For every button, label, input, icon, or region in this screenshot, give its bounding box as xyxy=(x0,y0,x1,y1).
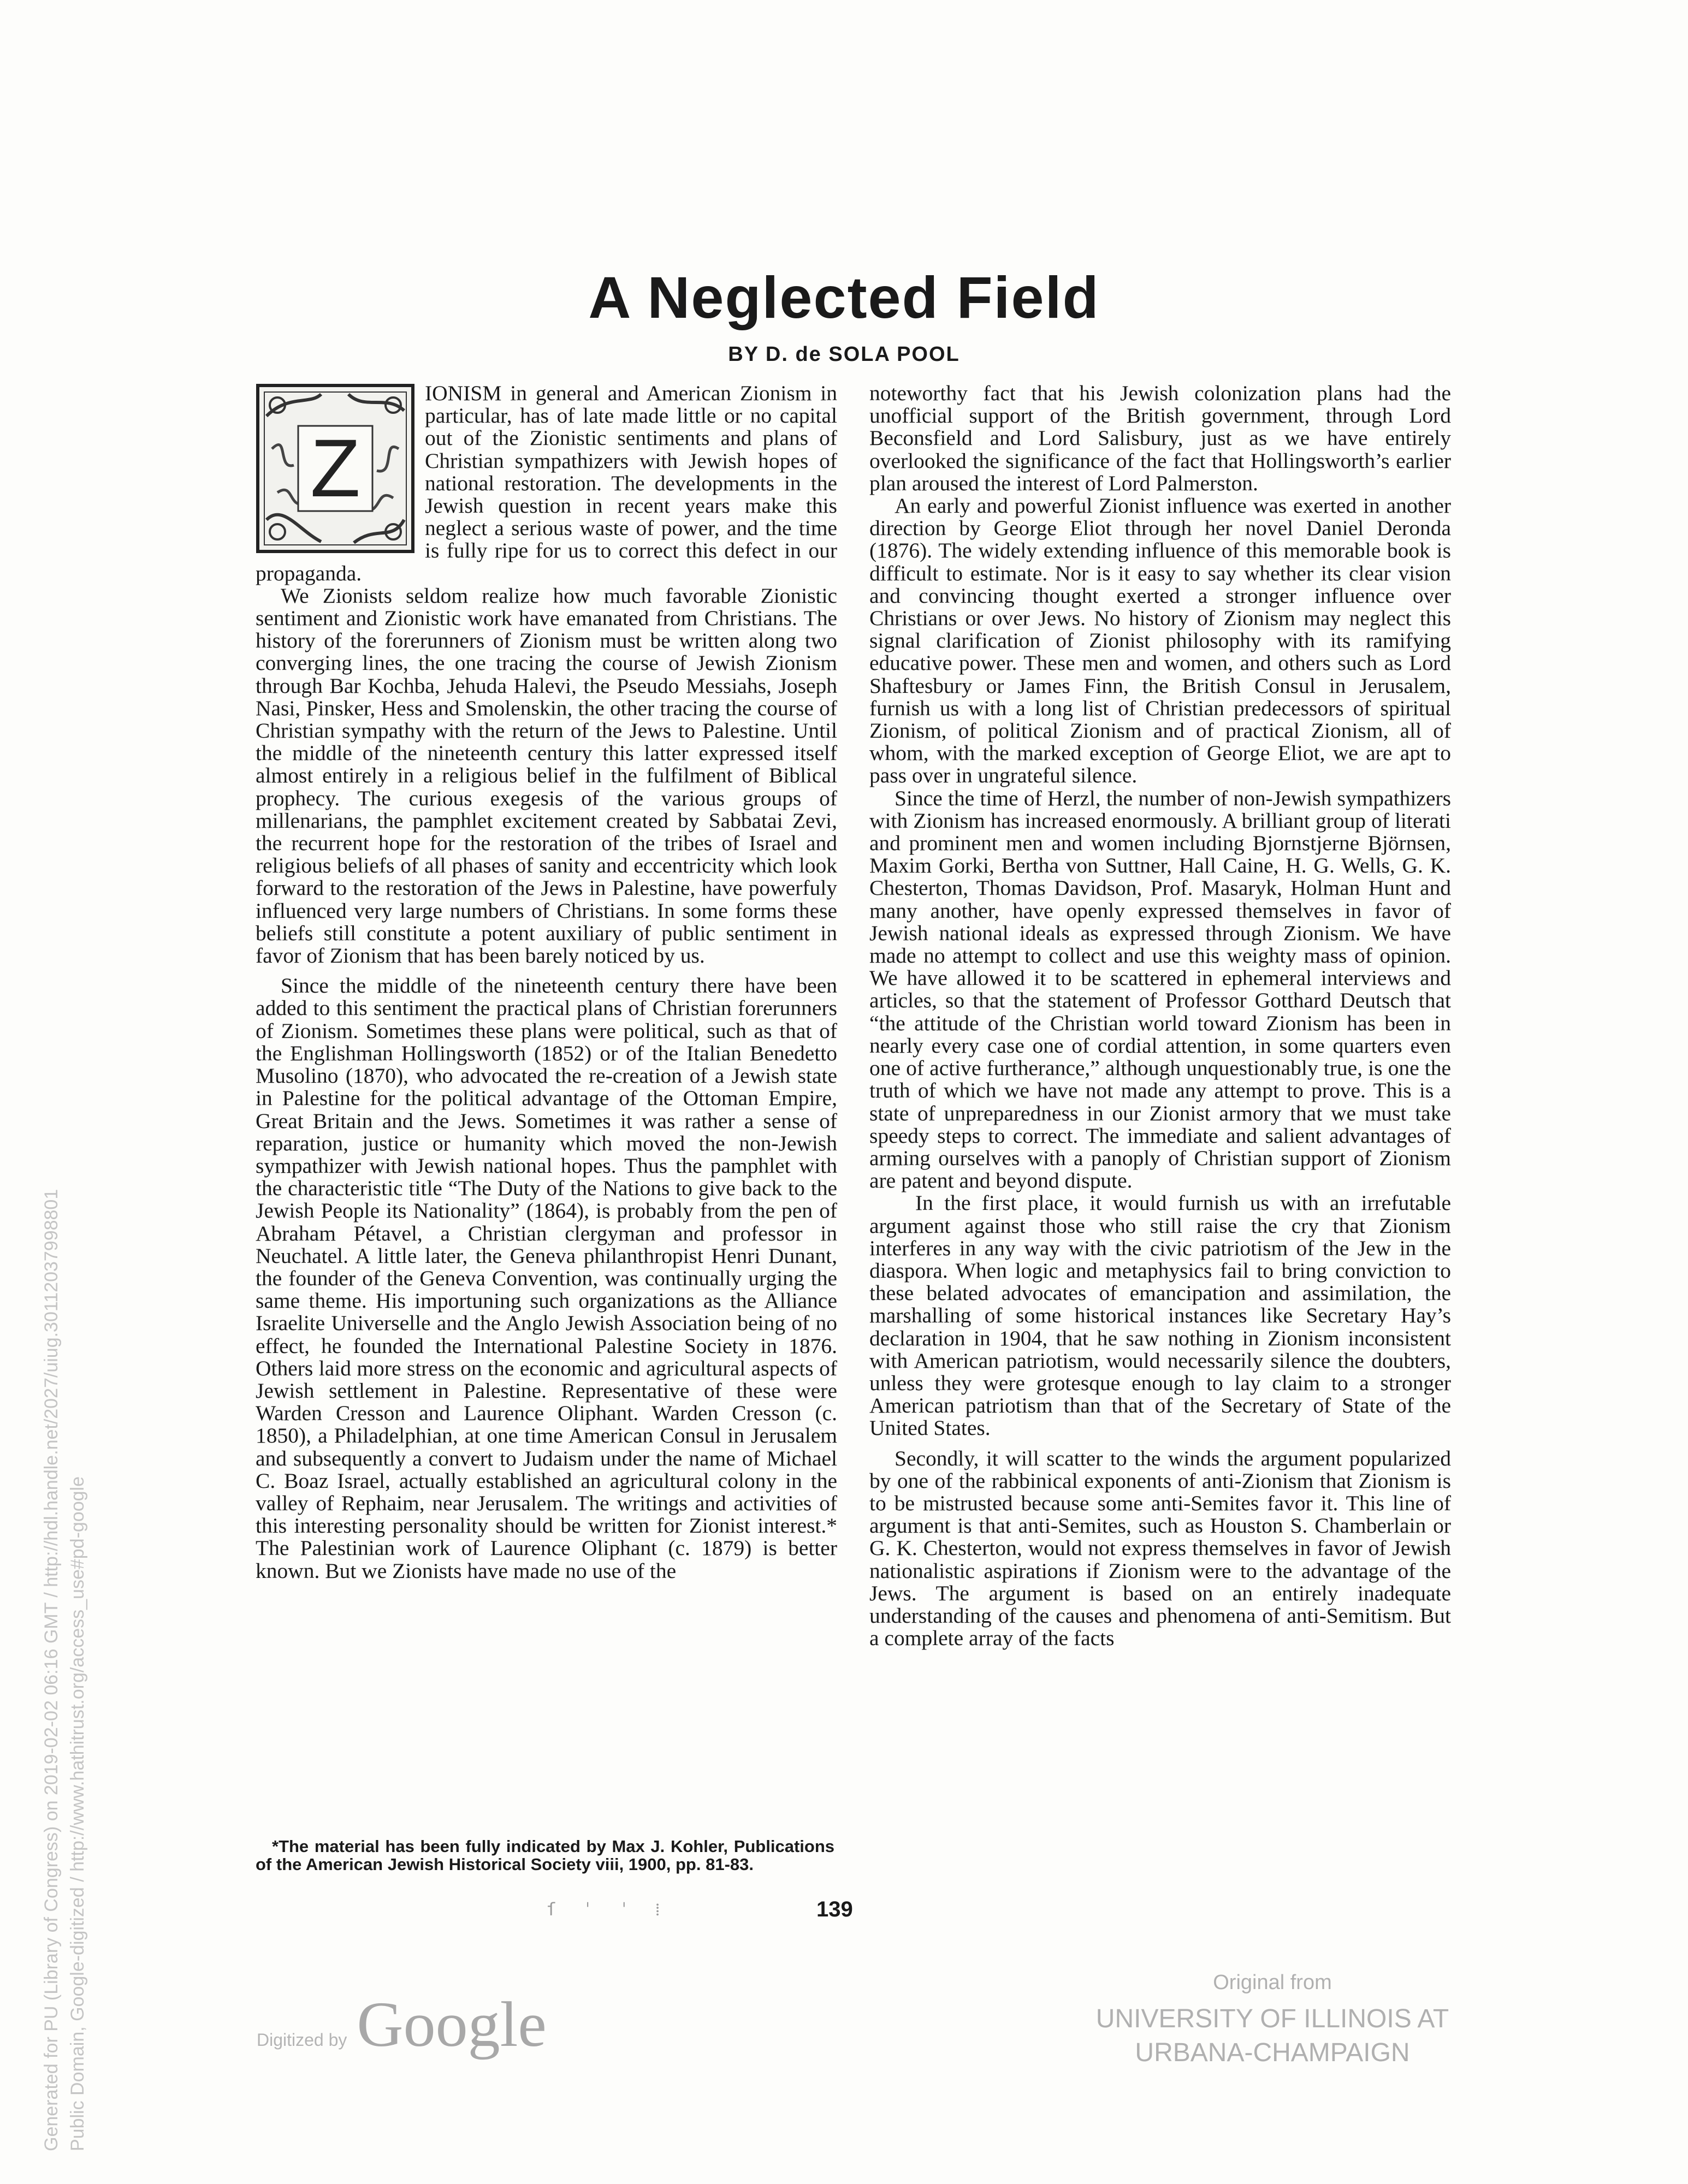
drop-cap-ornament xyxy=(256,383,415,554)
paragraph: Since the middle of the nineteenth century there have been added to this sentiment the practical plans of Christian forerunners of Zionism. Sometimes these plans were political, such as that of the Englishman Hollingsworth (1852) or of the Italian Benedetto Musolino (1870), who advocated the re-creation of a Jewish state in Palestine for the political advantage of the Ottoman Empire, Great Britain and the Jews. Sometimes it was rather a sense of reparation, justice or humanity which moved the non-Jewish sympathizer with Jewish national hopes. Thus the pamphlet with the characteristic title “The Duty of the Nations to give back to the Jewish People its Nationality” (1864), is probably from the pen of Abraham Pétavel, a Christian clergyman and professor in Neuchatel. A little later, the Geneva philanthropist Henri Dunant, the founder of the Geneva Convention, was continually urging the same theme. His importuning such organizations as the Alliance Israelite Universelle and the Anglo Jewish Association being of no effect, he founded the International Palestine Society in 1876. Others laid more stress on the economic and agricultural aspects of Jewish settlement in Palestine. Representative of these were Warden Cresson and Laurence Oliphant. Warden Cresson (c. 1850), a Philadelphian, at one time American Consul in Jerusalem and subsequently a convert to Judaism under the name of Michael C. Boaz Israel, actually established an agricultural colony in the valley of Rephaim, near Jerusalem. The writings and activities of this interesting personality should be written for Zionist interest.* The Palestinian work of Laurence Oliphant (c. 1879) is better known. But we Zionists have made no use of the xyxy=(256,974,837,1583)
paragraph: An early and powerful Zionist influence was exerted in another direction by George Eliot through her novel Daniel Deronda (1876). The widely extending influence of this memorable book is difficult to estimate. Nor is it easy to say whether its clear vision and convincing thought exerted a stronger influence over Christians or over Jews. No history of Zionism may neglect this signal clarification of Zionist philosophy with its ramifying educative power. These men and women, and others such as Lord Shaftesbury or James Finn, the British Consul in Jerusalem, furnish us with a long list of Christian predecessors of spiritual Zionism, of political Zionism and of practical Zionism, all of whom, with the marked exception of George Eliot, we are apt to pass over in ungrateful silence. xyxy=(869,494,1451,788)
digitized-by-label: Digitized by xyxy=(257,2030,347,2050)
original-from-label: Original from xyxy=(1213,1971,1332,1994)
institution-line: URBANA-CHAMPAIGN xyxy=(1135,2038,1410,2067)
paragraph: In the first place, it would furnish us with an irrefutable argument against those who still raise the cry that Zionism interferes in any way with the civic patriotism of the Jew in the diaspora. When logic and metaphysics fail to bring conviction to these belated advocates of emancipation and assimilation, the marshalling of some historical instances like Secretary Hay’s declaration in 1904, that he saw nothing in Zionism inconsistent with American patriotism, would necessarily silence the doubters, unless they were grotesque enough to lay claim to a stronger American patriotism than that of the Secretary of State of the United States. xyxy=(869,1191,1451,1440)
scan-artifact: ſ ˈ ˈ ⁞ xyxy=(546,1899,668,1920)
institution-line: UNIVERSITY OF ILLINOIS AT xyxy=(1095,2004,1449,2033)
page-number: 139 xyxy=(816,1897,853,1921)
watermark-line: Generated for PU (Library of Congress) on 2019-02-02 06:16 GMT / http://hdl.handle.net/2027/uiug.30112037998801 xyxy=(41,1189,62,2151)
paragraph: We Zionists seldom realize how much favorable Zionistic sentiment and Zionistic work have emanated from Christians. The history of the forerunners of Zionism must be written along two converging lines, the one tracing the course of Jewish Zionism through Bar Kochba, Jehuda Halevi, the Pseudo Messiahs, Joseph Nasi, Pinsker, Hess and Smolenskin, the other tracing the course of Christian sympathy with the return of the Jews to Palestine. Until the middle of the nineteenth century this latter expressed itself almost entirely in a religious belief in the fulfilment of Biblical prophecy. The curious exegesis of the various groups of millenarians, the pamphlet excitement created by Sabbatai Zevi, the recurrent hope for the restoration of the tribes of Israel and religious beliefs of all phases of sanity and eccentricity which look forward to the restoration of the Jews in Palestine, have powerfuly influenced very large numbers of Christians. In some forms these beliefs still constitute a potent auxiliary of public sentiment in favor of Zionism that has been barely noticed by us. xyxy=(256,583,837,968)
digitized-by-google xyxy=(257,1987,547,2062)
side-watermark xyxy=(38,1189,91,2151)
original-from xyxy=(1038,1971,1507,2070)
left-column xyxy=(256,382,837,1582)
byline: BY D. de SOLA POOL xyxy=(728,343,960,366)
right-column xyxy=(869,382,1451,1649)
footnote: *The material has been fully indicated by Max J. Kohler, Publications of the American Jewish Historical Society viii, 1900, pp. 81-83. xyxy=(256,1837,834,1874)
paragraph: Secondly, it will scatter to the winds the argument popularized by one of the rabbinical exponents of anti-Zionism that Zionism is to be mistrusted because some anti-Semites favor it. This line of argument is that anti-Semites, such as Houston S. Chamberlain or G. K. Chesterton, would not express themselves in favor of Jewish nationalistic aspirations if Zionism were to the advantage of the Jews. The argument is based on an entirely inadequate understanding of the causes and phenomena of anti-Semitism. But a complete array of the facts xyxy=(869,1446,1451,1651)
watermark-line: Public Domain, Google-digitized / http://www.hathitrust.org/access_use#pd-google xyxy=(67,1476,88,2151)
paragraph: Since the time of Herzl, the number of non-Jewish sympathizers with Zionism has increased enormously. A brilliant group of literati and prominent men and women including Bjornstjerne Björnsen, Maxim Gorki, Bertha von Suttner, Hall Caine, H. G. Wells, G. K. Chesterton, Thomas Davidson, Prof. Masaryk, Holman Hunt and many another, have openly expressed themselves in favor of Jewish national ideals as expressed through Zionism. We have made no attempt to collect and use this weighty mass of opinion. We have allowed it to be scattered in ephemeral interviews and articles, so that the statement of Professor Gotthard Deutsch that “the attitude of the Christian world toward Zionism has been in nearly every case one of cordial attention, in some quarters even one of active furtherance,” although unquestionably true, is one the truth of which we have not made any attempt to prove. This is a state of unpreparedness in our Zionist armory that we must take speedy steps to correct. The immediate and salient advantages of arming ourselves with a panoply of Christian support of Zionism are patent and beyond dispute. xyxy=(869,786,1451,1193)
page-title: A Neglected Field xyxy=(588,264,1100,330)
paragraph: noteworthy fact that his Jewish colonization plans had the unofficial support of the British government, through Lord Beconsfield and Lord Salisbury, just as we have entirely overlooked the significance of the fact that Hollingsworth’s earlier plan aroused the interest of Lord Palmerston. xyxy=(869,381,1451,495)
drop-cap-letter: Z xyxy=(310,422,360,514)
google-logo: Google xyxy=(357,1989,547,2060)
paragraph: IONISM in general and American Zionism in particular, has of late made little or no capital out of the Zionistic sentiments and plans of Christian sympathizers with Jewish hopes of national restoration. The developments in the Jewish question in recent years make this neglect a serious waste of power, and the time is fully ripe for us to correct this defect in our propaganda. xyxy=(256,381,837,585)
